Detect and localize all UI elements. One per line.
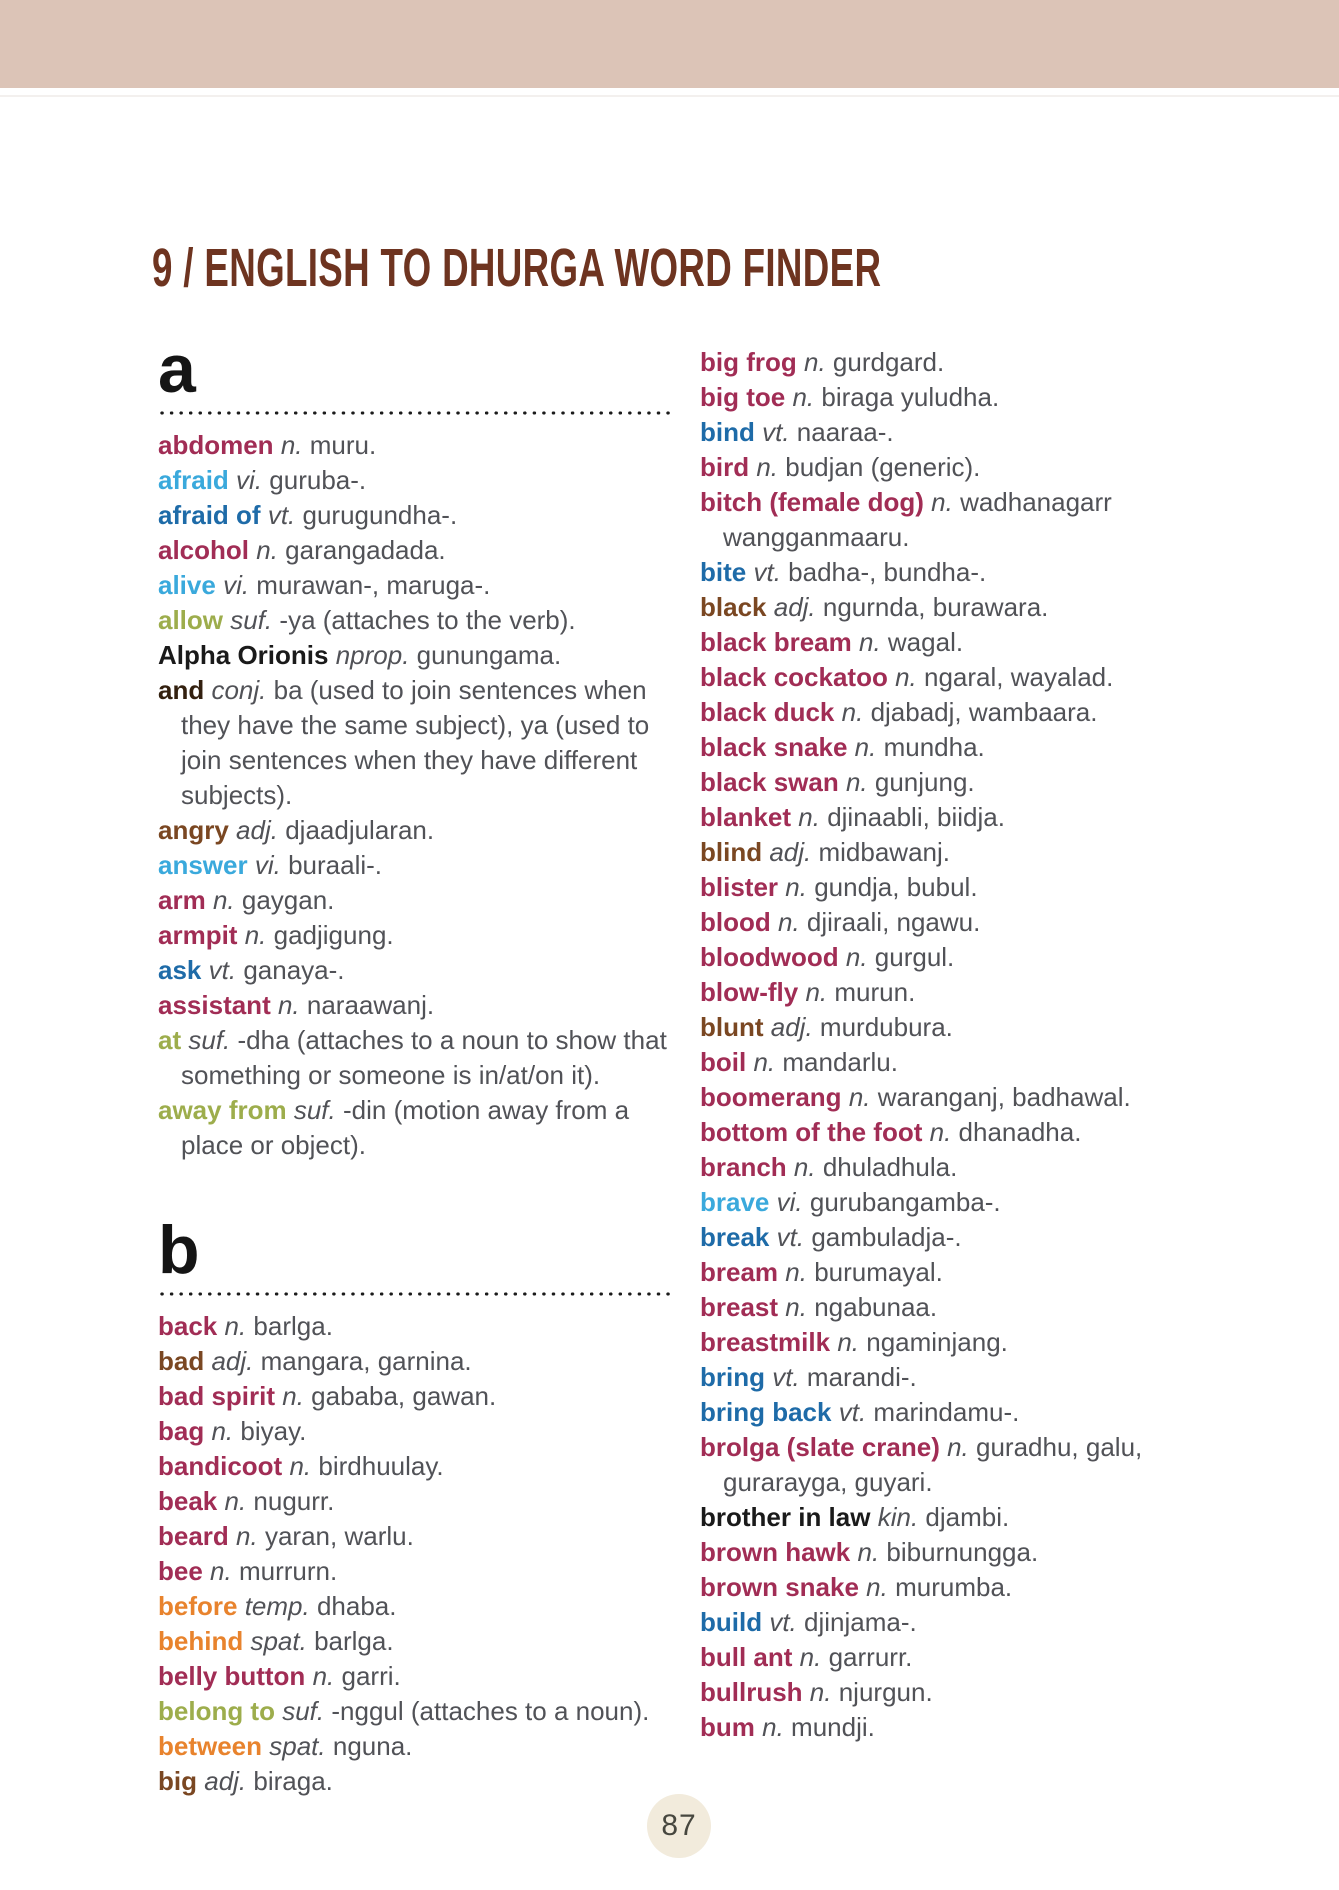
part-of-speech: vt. (772, 1362, 800, 1392)
section-a (158, 331, 670, 416)
gloss: murumba. (895, 1572, 1013, 1602)
gloss: ngaminjang. (866, 1327, 1008, 1357)
part-of-speech: n. (753, 1047, 776, 1077)
headword: afraid (158, 465, 229, 495)
gloss: gurugundha-. (302, 500, 458, 530)
entry-assistant (158, 988, 670, 1023)
gloss: wagal. (887, 627, 964, 657)
headword: black (700, 592, 767, 622)
entry-blow-fly (700, 975, 1155, 1010)
gloss: nguna. (332, 1731, 413, 1761)
part-of-speech: n. (793, 1152, 816, 1182)
entry-away-from (158, 1093, 670, 1163)
gloss: gurubangamba-. (809, 1187, 1001, 1217)
headword: brown hawk (700, 1537, 851, 1567)
entry-bring (700, 1360, 1155, 1395)
entry-bream (700, 1255, 1155, 1290)
headword: bag (158, 1416, 205, 1446)
part-of-speech: nprop. (335, 640, 410, 670)
part-of-speech: vt. (776, 1222, 805, 1252)
part-of-speech: n. (210, 1556, 232, 1586)
part-of-speech: adj. (773, 592, 816, 622)
entry-alive (158, 568, 670, 603)
gloss: garri. (341, 1661, 401, 1691)
headword: brave (700, 1187, 770, 1217)
gloss: ngabunaa. (814, 1292, 938, 1322)
headword: beak (158, 1486, 218, 1516)
gloss: yaran, warlu. (264, 1521, 414, 1551)
part-of-speech: n. (854, 732, 877, 762)
part-of-speech: adj. (769, 837, 812, 867)
headword: back (158, 1311, 218, 1341)
entry-bird (700, 450, 1155, 485)
part-of-speech: adj. (211, 1346, 254, 1376)
gloss: njurgun. (838, 1677, 933, 1707)
gloss: djinjama-. (804, 1607, 917, 1637)
headword: bream (700, 1257, 779, 1287)
entry-beard (158, 1519, 670, 1554)
gloss: buraali-. (288, 850, 383, 880)
headword: big (158, 1766, 197, 1796)
entry-black (700, 590, 1155, 625)
entry-blind (700, 835, 1155, 870)
headword: at (158, 1025, 182, 1055)
entry-abdomen (158, 428, 670, 463)
entry-bloodwood (700, 940, 1155, 975)
part-of-speech: vi. (236, 465, 263, 495)
gloss: dhaba. (316, 1591, 397, 1621)
part-of-speech: suf. (282, 1696, 325, 1726)
part-of-speech: n. (848, 1082, 871, 1112)
headword: black snake (700, 732, 848, 762)
headword: breastmilk (700, 1327, 831, 1357)
entry-build (700, 1605, 1155, 1640)
headword: brother in law (700, 1502, 871, 1532)
gloss: dhuladhula. (822, 1152, 958, 1182)
part-of-speech: vi. (223, 570, 250, 600)
headword: blunt (700, 1012, 764, 1042)
part-of-speech: n. (804, 347, 826, 377)
part-of-speech: n. (931, 487, 953, 517)
entry-ask (158, 953, 670, 988)
headword: alive (158, 570, 216, 600)
headword: bird (700, 452, 750, 482)
gloss: guradhu, galu, gurarayga, guyari. (723, 1432, 1143, 1497)
part-of-speech: vi. (776, 1187, 803, 1217)
part-of-speech: n. (837, 1327, 859, 1357)
page-number: 87 (661, 1809, 697, 1842)
part-of-speech: n. (895, 662, 917, 692)
part-of-speech: n. (756, 452, 779, 482)
gloss: wadhanagarr wangganmaaru. (723, 487, 1112, 552)
part-of-speech: n. (785, 872, 807, 902)
entry-breastmilk (700, 1325, 1155, 1360)
entry-allow (158, 603, 670, 638)
gloss: nugurr. (253, 1486, 335, 1516)
entry-bitch-female-dog (700, 485, 1155, 555)
part-of-speech: spat. (269, 1731, 326, 1761)
headword: away from (158, 1095, 287, 1125)
headword: behind (158, 1626, 244, 1656)
entry-bum (700, 1710, 1155, 1745)
gloss: djaadjularan. (285, 815, 435, 845)
part-of-speech: suf. (230, 605, 273, 635)
headword: Alpha Orionis (158, 640, 329, 670)
entry-big (158, 1764, 670, 1799)
headword: big frog (700, 347, 797, 377)
entry-between (158, 1729, 670, 1764)
entry-blister (700, 870, 1155, 905)
gloss: burumayal. (814, 1257, 943, 1287)
entry-black-swan (700, 765, 1155, 800)
gloss: budjan (generic). (785, 452, 981, 482)
entry-alcohol (158, 533, 670, 568)
entry-afraid (158, 463, 670, 498)
part-of-speech: n. (841, 697, 864, 727)
entry-black-snake (700, 730, 1155, 765)
headword: blanket (700, 802, 792, 832)
headword: alcohol (158, 535, 250, 565)
part-of-speech: n. (212, 885, 235, 915)
part-of-speech: n. (845, 942, 868, 972)
part-of-speech: n. (211, 1416, 234, 1446)
section-letter: b (158, 1212, 200, 1288)
gloss: mundji. (791, 1712, 875, 1742)
part-of-speech: vi. (254, 850, 281, 880)
gloss: muru. (309, 430, 377, 460)
entry-blunt (700, 1010, 1155, 1045)
gloss: gundja, bubul. (814, 872, 978, 902)
entry-breast (700, 1290, 1155, 1325)
gloss: -din (motion away from a place or object). (181, 1095, 630, 1160)
headword: afraid of (158, 500, 261, 530)
headword: blind (700, 837, 763, 867)
entry-beak (158, 1484, 670, 1519)
entry-boomerang (700, 1080, 1155, 1115)
part-of-speech: temp. (244, 1591, 310, 1621)
dotted-rule (158, 1291, 670, 1297)
gloss: badha-, bundha-. (788, 557, 987, 587)
headword: bring (700, 1362, 765, 1392)
gloss: gunungama. (416, 640, 562, 670)
gloss: biburnungga. (886, 1537, 1039, 1567)
entry-and (158, 673, 670, 813)
gloss: waranganj, badhawal. (877, 1082, 1131, 1112)
gloss: midbawanj. (818, 837, 950, 867)
entry-bring-back (700, 1395, 1155, 1430)
gloss: ba (used to join sentences when they have the same subject), ya (used to join sentences when they have different subjects). (181, 675, 650, 810)
headword: bull ant (700, 1642, 793, 1672)
part-of-speech: n. (792, 382, 815, 412)
part-of-speech: vt. (267, 500, 296, 530)
entry-brolga-slate-crane (700, 1430, 1155, 1500)
entry-bandicoot (158, 1449, 670, 1484)
part-of-speech: n. (799, 1642, 822, 1672)
part-of-speech: suf. (188, 1025, 231, 1055)
part-of-speech: n. (244, 920, 267, 950)
gloss: gadjigung. (273, 920, 394, 950)
gloss: biyay. (240, 1416, 307, 1446)
part-of-speech: adj. (204, 1766, 247, 1796)
headword: blood (700, 907, 771, 937)
headword: bee (158, 1556, 203, 1586)
entry-brown-snake (700, 1570, 1155, 1605)
headword: bottom of the foot (700, 1117, 923, 1147)
gloss: gababa, gawan. (311, 1381, 497, 1411)
part-of-speech: n. (858, 627, 881, 657)
headword: black swan (700, 767, 839, 797)
headword: black bream (700, 627, 852, 657)
entry-branch (700, 1150, 1155, 1185)
gloss: gaygan. (241, 885, 335, 915)
entry-at (158, 1023, 670, 1093)
part-of-speech: n. (778, 907, 800, 937)
headword: bite (700, 557, 747, 587)
gloss: -dha (attaches to a noun to show that something or someone is in/at/on it). (181, 1025, 667, 1090)
headword: bum (700, 1712, 755, 1742)
part-of-speech: n. (282, 1381, 304, 1411)
part-of-speech: vt. (762, 417, 790, 447)
entry-afraid-of (158, 498, 670, 533)
entry-boil (700, 1045, 1155, 1080)
headword: bind (700, 417, 755, 447)
gloss: -ya (attaches to the verb). (279, 605, 576, 635)
entry-bull-ant (700, 1640, 1155, 1675)
headword: abdomen (158, 430, 274, 460)
entry-bee (158, 1554, 670, 1589)
section-letter: a (158, 331, 196, 407)
headword: angry (158, 815, 229, 845)
headword: bullrush (700, 1677, 803, 1707)
part-of-speech: suf. (293, 1095, 336, 1125)
entry-angry (158, 813, 670, 848)
header-bar (0, 0, 1339, 88)
part-of-speech: vt. (838, 1397, 867, 1427)
entry-bag (158, 1414, 670, 1449)
part-of-speech: n. (947, 1432, 969, 1462)
dictionary-column-right (700, 345, 1155, 1745)
headword: branch (700, 1152, 787, 1182)
gloss: djabadj, wambaara. (870, 697, 1098, 727)
entry-black-duck (700, 695, 1155, 730)
entry-break (700, 1220, 1155, 1255)
headword: answer (158, 850, 248, 880)
headword: between (158, 1731, 263, 1761)
entry-brother-in-law (700, 1500, 1155, 1535)
gloss: -nggul (attaches to a noun). (331, 1696, 650, 1726)
headword: brolga (slate crane) (700, 1432, 940, 1462)
gloss: ganaya-. (243, 955, 345, 985)
part-of-speech: n. (866, 1572, 888, 1602)
part-of-speech: n. (224, 1486, 247, 1516)
headword: and (158, 675, 205, 705)
dotted-rule (158, 410, 670, 416)
entry-blood (700, 905, 1155, 940)
entry-bind (700, 415, 1155, 450)
gloss: murrurn. (238, 1556, 338, 1586)
headword: bandicoot (158, 1451, 283, 1481)
entry-belong-to (158, 1694, 670, 1729)
part-of-speech: n. (785, 1257, 807, 1287)
headword: before (158, 1591, 238, 1621)
part-of-speech: n. (798, 802, 820, 832)
entry-alpha-orionis (158, 638, 670, 673)
headword: armpit (158, 920, 238, 950)
entry-arm (158, 883, 670, 918)
gloss: murdubura. (819, 1012, 953, 1042)
gloss: garrurr. (828, 1642, 913, 1672)
headword: bloodwood (700, 942, 839, 972)
part-of-speech: adj. (236, 815, 278, 845)
entry-brave (700, 1185, 1155, 1220)
gloss: barlga. (253, 1311, 333, 1341)
part-of-speech: n. (762, 1712, 784, 1742)
part-of-speech: conj. (211, 675, 267, 705)
section-b (158, 1212, 670, 1297)
headword: black duck (700, 697, 835, 727)
part-of-speech: n. (929, 1117, 952, 1147)
headword: beard (158, 1521, 229, 1551)
gloss: guruba-. (269, 465, 367, 495)
entry-bullrush (700, 1675, 1155, 1710)
gloss: birdhuulay. (318, 1451, 444, 1481)
gloss: biraga. (253, 1766, 333, 1796)
part-of-speech: n. (857, 1537, 880, 1567)
entry-big-toe (700, 380, 1155, 415)
page-number-badge (647, 1794, 711, 1858)
part-of-speech: vt. (769, 1607, 797, 1637)
part-of-speech: n. (809, 1677, 832, 1707)
headword: break (700, 1222, 770, 1252)
dictionary-column-left (158, 331, 670, 1799)
entry-blanket (700, 800, 1155, 835)
gloss: marandi-. (806, 1362, 917, 1392)
gloss: dhanadha. (958, 1117, 1082, 1147)
headword: breast (700, 1292, 779, 1322)
part-of-speech: spat. (250, 1626, 307, 1656)
part-of-speech: n. (312, 1661, 335, 1691)
headword: belly button (158, 1661, 306, 1691)
part-of-speech: adj. (770, 1012, 813, 1042)
gloss: biraga yuludha. (821, 382, 1000, 412)
part-of-speech: vt. (208, 955, 237, 985)
headword: allow (158, 605, 224, 635)
entry-behind (158, 1624, 670, 1659)
headword: belong to (158, 1696, 275, 1726)
gloss: garangadada. (285, 535, 446, 565)
part-of-speech: vt. (753, 557, 781, 587)
gloss: ngurnda, burawara. (822, 592, 1049, 622)
gloss: murawan-, maruga-. (256, 570, 491, 600)
headword: bad spirit (158, 1381, 276, 1411)
headword: big toe (700, 382, 786, 412)
gloss: gurdgard. (832, 347, 945, 377)
part-of-speech: n. (277, 990, 300, 1020)
gloss: ngaral, wayalad. (924, 662, 1114, 692)
entry-back (158, 1309, 670, 1344)
part-of-speech: kin. (877, 1502, 919, 1532)
headword: blow-fly (700, 977, 799, 1007)
part-of-speech: n. (845, 767, 868, 797)
gloss: gunjung. (874, 767, 975, 797)
entry-black-bream (700, 625, 1155, 660)
headword: boil (700, 1047, 747, 1077)
gloss: gurgul. (874, 942, 955, 972)
entry-answer (158, 848, 670, 883)
entry-before (158, 1589, 670, 1624)
part-of-speech: n. (256, 535, 278, 565)
headword: assistant (158, 990, 271, 1020)
entry-bad-spirit (158, 1379, 670, 1414)
gloss: naraawanj. (306, 990, 435, 1020)
headword: arm (158, 885, 206, 915)
gloss: naaraa-. (796, 417, 894, 447)
part-of-speech: n. (785, 1292, 807, 1322)
headword: ask (158, 955, 202, 985)
headword: black cockatoo (700, 662, 888, 692)
part-of-speech: n. (805, 977, 828, 1007)
headword: boomerang (700, 1082, 842, 1112)
gloss: murun. (834, 977, 916, 1007)
gloss: mundha. (883, 732, 985, 762)
entry-belly-button (158, 1659, 670, 1694)
gloss: djinaabli, biidja. (827, 802, 1005, 832)
headword: bitch (female dog) (700, 487, 924, 517)
headword: bring back (700, 1397, 832, 1427)
gloss: djiraali, ngawu. (806, 907, 981, 937)
headword: bad (158, 1346, 205, 1376)
entry-armpit (158, 918, 670, 953)
part-of-speech: n. (224, 1311, 247, 1341)
gloss: barlga. (314, 1626, 394, 1656)
entry-big-frog (700, 345, 1155, 380)
header-rule (0, 95, 1339, 97)
headword: build (700, 1607, 763, 1637)
gloss: djambi. (925, 1502, 1010, 1532)
gloss: mangara, garnina. (260, 1346, 472, 1376)
part-of-speech: n. (289, 1451, 312, 1481)
part-of-speech: n. (280, 430, 303, 460)
headword: blister (700, 872, 779, 902)
entry-bite (700, 555, 1155, 590)
gloss: mandarlu. (782, 1047, 898, 1077)
gloss: marindamu-. (873, 1397, 1020, 1427)
entry-black-cockatoo (700, 660, 1155, 695)
gloss: gambuladja-. (811, 1222, 962, 1252)
entry-bottom-of-the-foot (700, 1115, 1155, 1150)
part-of-speech: n. (236, 1521, 258, 1551)
page-title: 9 / ENGLISH TO DHURGA WORD FINDER (152, 238, 882, 298)
entry-bad (158, 1344, 670, 1379)
entry-brown-hawk (700, 1535, 1155, 1570)
headword: brown snake (700, 1572, 859, 1602)
